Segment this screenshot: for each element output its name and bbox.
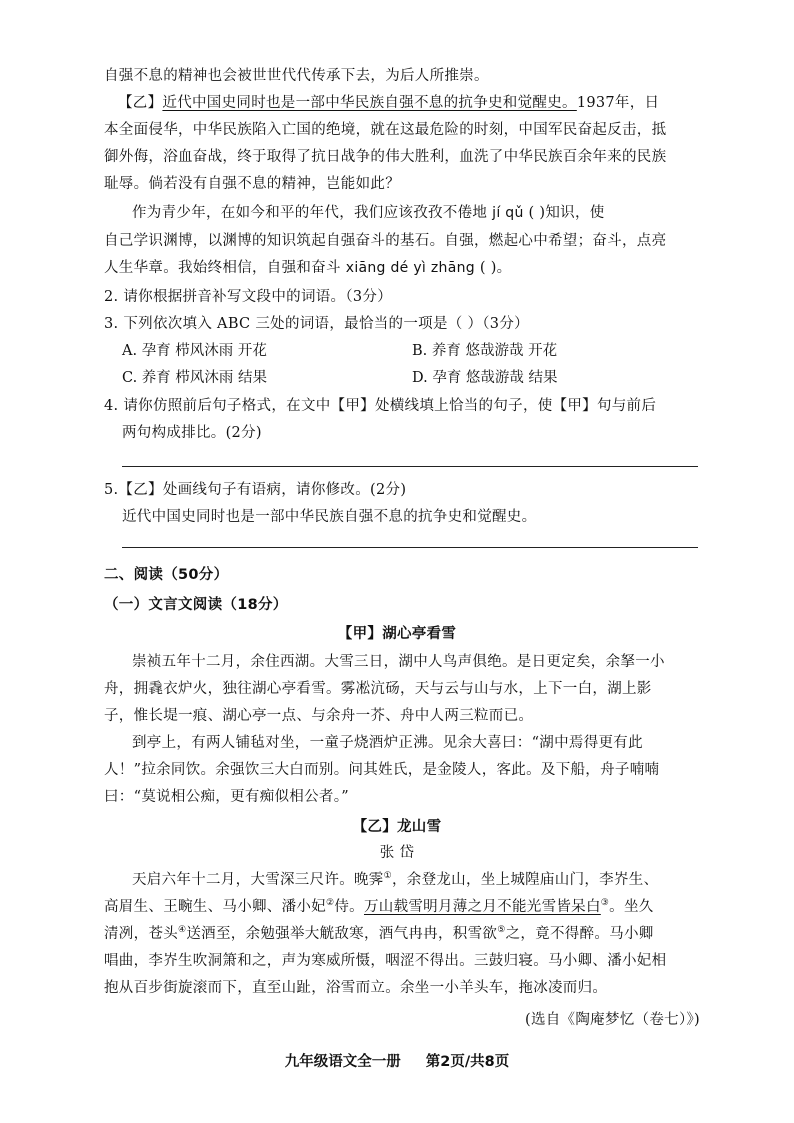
footer-page-number: 第2页/共8页 (425, 1054, 510, 1070)
footnote-marker-4: ④ (178, 925, 187, 936)
section-heading-reading: 二、阅读（50分） (104, 567, 229, 583)
yi-line-4: 唱曲，李岕生吹洞箫和之，声为寒威所慑，咽涩不得出。三鼓归寝。马小卿、潘小妃相 (104, 953, 667, 969)
question-4-line-1: 4. 请你仿照前后句子格式，在文中【甲】处横线填上恰当的句子，使【甲】句与前后 (104, 398, 657, 414)
passage-author-yi: 张 岱 (379, 845, 415, 861)
yi-line-3: 清冽，苍头④送酒至，余勉强举大觥敌寒，酒气冉冉，积雪欲⑤之，竟不得醉。马小卿 (104, 925, 654, 942)
jia-line-2: 舟，拥毳衣炉火，独往湖心亭看雪。雾凇沆砀，天与云与山与水，上下一白，湖上影 (104, 681, 652, 697)
yi-line-5: 抱从百步街旋滚而下，直至山趾，浴雪而立。余坐一小羊头车，拖冰凌而归。 (104, 980, 608, 996)
answer-line-q5[interactable] (122, 547, 698, 548)
pinyin-xiangdeyizhang: xiāng dé yì zhāng (345, 260, 475, 276)
source-citation: (选自《陶庵梦忆（卷七）》) (524, 1012, 700, 1028)
underlined-sentence-yi: 近代中国史同时也是一部中华民族自强不息的抗争史和觉醒史。 (162, 95, 577, 111)
question-4-line-2: 两句构成排比。(2分) (122, 425, 262, 441)
footnote-marker-1: ① (383, 871, 392, 882)
question-5: 5.【乙】处画线句子有语病，请你修改。(2分) (104, 482, 407, 498)
question-3: 3. 下列依次填入 ABC 三处的词语，最恰当的一项是（ ）（3分） (104, 316, 529, 332)
underlined-sentence-longshan: 万山载雪明月薄之月不能光雪皆呆白 (363, 899, 601, 915)
footnote-marker-2: ② (326, 898, 335, 909)
subsection-heading-classical: （一）文言文阅读（18分） (104, 597, 288, 613)
option-c[interactable]: C. 养育 栉风沐雨 结果 (122, 370, 268, 386)
intro-line-6: 作为青少年，在如今和平的年代，我们应该孜孜不倦地 jí qǔ ( )知识，使 (132, 205, 605, 221)
jia-line-1: 崇祯五年十二月，余住西湖。大雪三日，湖中人鸟声俱绝。是日更定矣，余拏一小 (132, 654, 665, 670)
intro-line-7: 自己学识渊博，以渊博的知识筑起自强奋斗的基石。自强，燃起心中希望；奋斗，点亮 (104, 233, 667, 249)
footnote-marker-3: ③ (600, 898, 610, 909)
jia-line-4: 到亭上，有两人铺毡对坐，一童子烧酒炉正沸。见余大喜曰：“湖中焉得更有此 (132, 735, 643, 751)
question-5-sentence: 近代中国史同时也是一部中华民族自强不息的抗争史和觉醒史。 (122, 509, 537, 525)
jia-line-3: 子，惟长堤一痕、湖心亭一点、与余舟一芥、舟中人两三粒而已。 (104, 708, 534, 724)
footnote-marker-5: ⑤ (497, 925, 506, 936)
intro-line-3: 本全面侵华，中华民族陷入亡国的绝境，就在这最危险的时刻，中国军民奋起反击，抵 (104, 122, 667, 138)
passage-title-yi: 【乙】龙山雪 (352, 819, 442, 835)
intro-line-5: 耻辱。倘若没有自强不息的精神，岂能如此？ (104, 176, 400, 192)
answer-blank-1[interactable]: ( )知识，使 (528, 205, 605, 221)
intro-line-2: 【乙】近代中国史同时也是一部中华民族自强不息的抗争史和觉醒史。1937年，日 (118, 95, 660, 111)
footer-book-title: 九年级语文全一册 (284, 1054, 401, 1070)
answer-blank-2[interactable]: ( )。 (479, 260, 512, 276)
intro-line-4: 御外侮，浴血奋战，终于取得了抗日战争的伟大胜利，血洗了中华民族百余年来的民族 (104, 149, 667, 165)
intro-line-1: 自强不息的精神也会被世世代代传承下去，为后人所推崇。 (104, 68, 489, 84)
option-d[interactable]: D. 孕育 悠哉游哉 结果 (412, 370, 558, 386)
pinyin-jiqu: jí qǔ (492, 205, 524, 221)
jia-line-5: 人！”拉余同饮。余强饮三大白而别。问其姓氏，是金陵人，客此。及下船，舟子喃喃 (104, 762, 660, 778)
page-footer (0, 1050, 794, 1071)
option-a[interactable]: A. 孕育 栉风沐雨 开花 (122, 343, 267, 359)
intro-line-8: 人生华章。我始终相信，自强和奋斗 xiāng dé yì zhāng ( )。 (104, 260, 512, 276)
passage-title-jia: 【甲】湖心亭看雪 (337, 626, 457, 642)
answer-line-q4[interactable] (122, 466, 698, 467)
yi-line-2: 高眉生、王畹生、马小卿、潘小妃②侍。万山载雪明月薄之月不能光雪皆呆白③。坐久 (104, 898, 654, 915)
question-2: 2. 请你根据拼音补写文段中的词语。（3分） (104, 289, 393, 305)
label-yi: 【乙】 (118, 95, 163, 111)
option-b[interactable]: B. 养育 悠哉游哉 开花 (412, 343, 558, 359)
yi-line-1: 天启六年十二月，大雪深三尺许。晚霁①，余登龙山，坐上城隍庙山门，李岕生、 (132, 871, 659, 888)
jia-line-6: 曰：“莫说相公痴，更有痴似相公者。” (104, 789, 349, 805)
